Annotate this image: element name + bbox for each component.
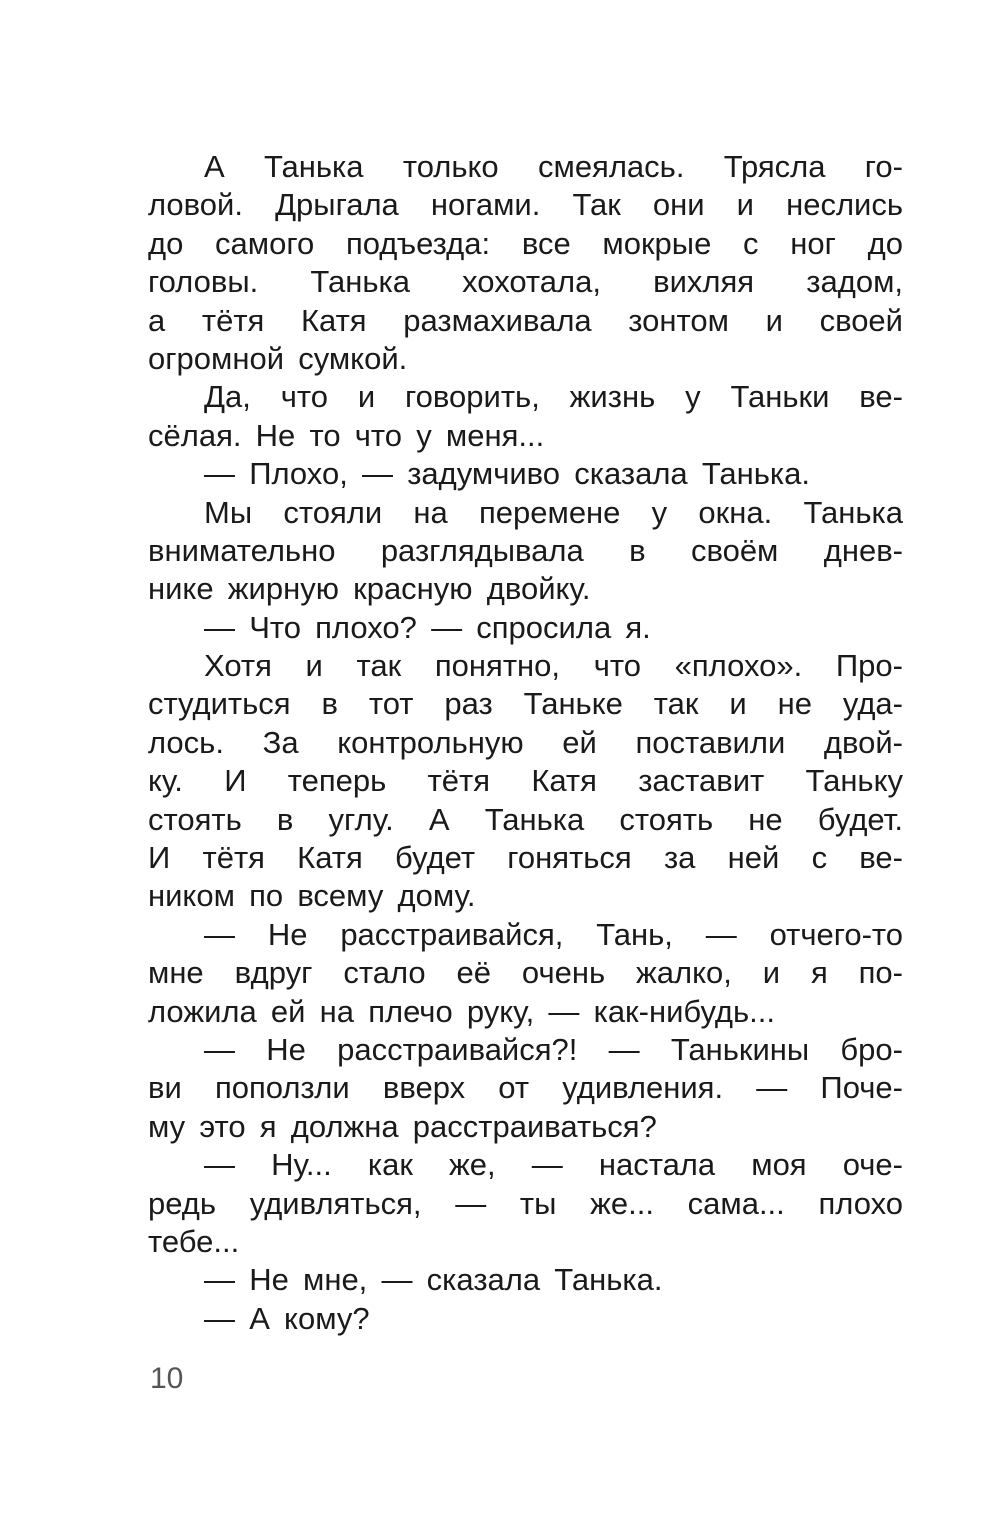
text-line: головы. Танька хохотала, вихляя задом, — [148, 264, 903, 300]
text-line: до самого подъезда: все мокрые с ног до — [148, 225, 903, 261]
text-line: — Не расстраивайся, Тань, — отчего-то — [204, 916, 903, 952]
text-line: редь удивляться, — ты же... сама... плохо — [148, 1185, 903, 1221]
text-line: А Танька только смеялась. Трясла го- — [204, 149, 903, 184]
text-line: му это я должна расстраиваться? — [148, 1108, 657, 1144]
text-line: лось. За контрольную ей поставили двой- — [148, 724, 903, 760]
text-line: И тётя Катя будет гоняться за ней с ве- — [148, 840, 903, 876]
text-line: сёлая. Не то что у меня... — [148, 417, 545, 453]
text-line: Мы стояли на перемене у окна. Танька — [204, 494, 903, 530]
text-line: стоять в углу. А Танька стоять не будет. — [148, 801, 903, 837]
text-line: мне вдруг стало её очень жалко, и я по- — [148, 955, 903, 991]
text-line: — Что плохо? — спросила я. — [204, 609, 651, 645]
text-line: ловой. Дрыгала ногами. Так они и неслись — [148, 187, 903, 223]
text-line: студиться в тот раз Таньке так и не уда- — [148, 686, 903, 722]
text-line: внимательно разглядывала в своём днев- — [148, 532, 903, 568]
text-line: — Плохо, — задумчиво сказала Танька. — [204, 456, 810, 492]
text-line: а тётя Катя размахивала зонтом и своей — [148, 302, 903, 338]
text-line: — Не расстраивайся?! — Танькины бро- — [204, 1031, 903, 1067]
text-line: тебе... — [148, 1223, 240, 1259]
text-line: нике жирную красную двойку. — [148, 571, 591, 607]
text-line: ку. И теперь тётя Катя заставит Таньку — [148, 763, 903, 799]
text-line: ви поползли вверх от удивления. — Поче- — [148, 1070, 903, 1106]
text-line: — А кому? — [204, 1300, 370, 1336]
text-line: — Ну... как же, — настала моя оче- — [204, 1147, 903, 1183]
text-line: — Не мне, — сказала Танька. — [204, 1262, 663, 1298]
text-line: Хотя и так понятно, что «плохо». Про- — [204, 648, 903, 684]
text-line: Да, что и говорить, жизнь у Таньки ве- — [204, 379, 903, 415]
text-line: огромной сумкой. — [148, 340, 408, 376]
text-line: ложила ей на плечо руку, — как-нибудь... — [148, 993, 776, 1029]
page-number: 10 — [150, 1362, 184, 1395]
body-text — [148, 148, 903, 1338]
text-line: ником по всему дому. — [148, 878, 476, 914]
